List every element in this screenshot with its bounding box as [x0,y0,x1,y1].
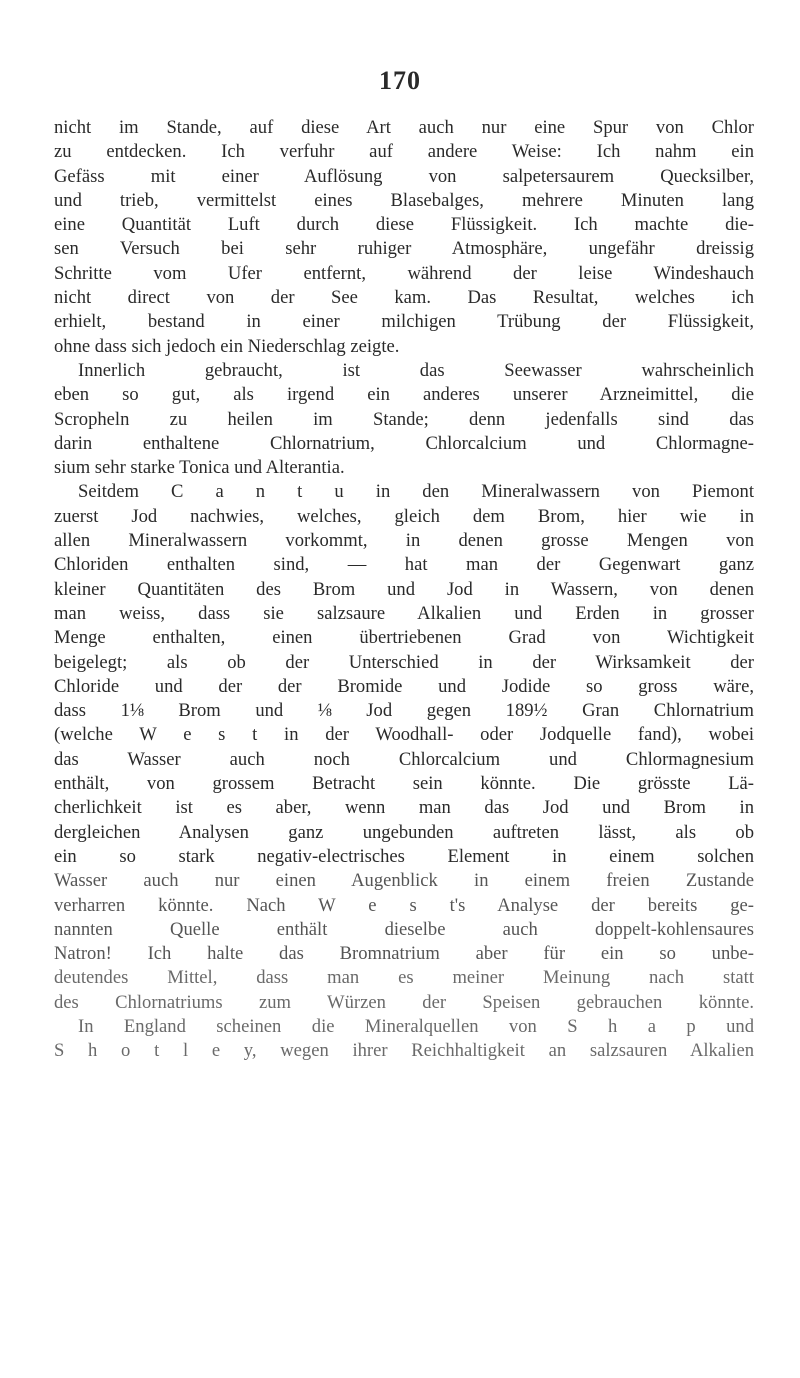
page-number: 170 [379,66,421,95]
text-line: Chloriden enthalten sind, — hat man der Gegenwart ganz [54,554,754,576]
text-line: sen Versuch bei sehr ruhiger Atmosphäre, ungefähr dreissig [54,238,754,260]
text-line: nannten Quelle enthält dieselbe auch doppelt-kohlensaures [54,918,754,940]
text-line: zuerst Jod nachwies, welches, gleich dem Brom, hier wie in [54,505,754,527]
text-line: des Chlornatriums zum Würzen der Speisen gebrauchen könnte. [54,991,754,1013]
text-line: dergleichen Analysen ganz ungebunden auftreten lässt, als ob [54,821,754,843]
text-line: Menge enthalten, einen übertriebenen Grad von Wichtigkeit [54,627,754,649]
text-line: nicht direct von der See kam. Das Resultat, welches ich [54,287,754,309]
text-line: das Wasser auch noch Chlorcalcium und Chlormagnesium [54,748,754,770]
text-line: allen Mineralwassern vorkommt, in denen grosse Mengen von [54,530,754,552]
text-line: eben so gut, als irgend ein anderes unserer Arzneimittel, die [54,384,754,406]
text-line: Wasser auch nur einen Augenblick in einem freien Zustande [54,870,754,892]
text-line: und trieb, vermittelst eines Blasebalges, mehrere Minuten lang [54,189,754,211]
text-line: Scropheln zu heilen im Stande; denn jedenfalls sind das [54,408,754,430]
text-line: Natron! Ich halte das Bromnatrium aber für ein so unbe- [54,943,754,965]
text-line: nicht im Stande, auf diese Art auch nur eine Spur von Chlor [54,117,754,138]
text-line: Gefäss mit einer Auflösung von salpetersaurem Quecksilber, [54,165,754,187]
text-line: eine Quantität Luft durch diese Flüssigkeit. Ich machte die- [54,214,754,236]
paragraph-start-line: In England scheinen die Mineralquellen von S h a p und [78,1015,754,1037]
text-line: cherlichkeit ist es aber, wenn man das Jod und Brom in [54,797,754,819]
paragraph-start-line: Innerlich gebraucht, ist das Seewasser wahrscheinlich [78,359,754,381]
text-line: deutendes Mittel, dass man es meiner Meinung nach statt [54,967,754,989]
text-line: Schritte vom Ufer entfernt, während der leise Windeshauch [54,262,754,284]
text-line: beigelegt; als ob der Unterschied in der Wirksamkeit der [54,651,754,673]
text-line: ohne dass sich jedoch ein Niederschlag zeigte. [54,335,400,357]
paragraph-start-line: Seitdem C a n t u in den Mineralwassern von Piemont [78,481,754,503]
body-text [54,116,754,1064]
text-line: zu entdecken. Ich verfuhr auf andere Weise: Ich nahm ein [54,141,754,163]
text-line: Chloride und der der Bromide und Jodide so gross wäre, [54,675,754,697]
text-line: dass 1⅛ Brom und ⅛ Jod gegen 189½ Gran Chlornatrium [54,700,754,722]
text-line: man weiss, dass sie salzsaure Alkalien und Erden in grosser [54,602,754,624]
text-line: verharren könnte. Nach W e s t's Analyse der bereits ge- [54,894,754,916]
text-line: enthält, von grossem Betracht sein könnte. Die grösste Lä- [54,773,754,795]
text-line: kleiner Quantitäten des Brom und Jod in Wassern, von denen [54,578,754,600]
text-line: S h o t l e y, wegen ihrer Reichhaltigkeit an salzsauren Alkalien [54,1040,754,1062]
text-line: darin enthaltene Chlornatrium, Chlorcalcium und Chlormagne- [54,432,754,454]
text-line: erhielt, bestand in einer milchigen Trübung der Flüssigkeit, [54,311,754,333]
text-line: ein so stark negativ-electrisches Element in einem solchen [54,845,754,867]
text-line: sium sehr starke Tonica und Alterantia. [54,457,345,479]
text-line: (welche W e s t in der Woodhall- oder Jodquelle fand), wobei [54,724,754,746]
